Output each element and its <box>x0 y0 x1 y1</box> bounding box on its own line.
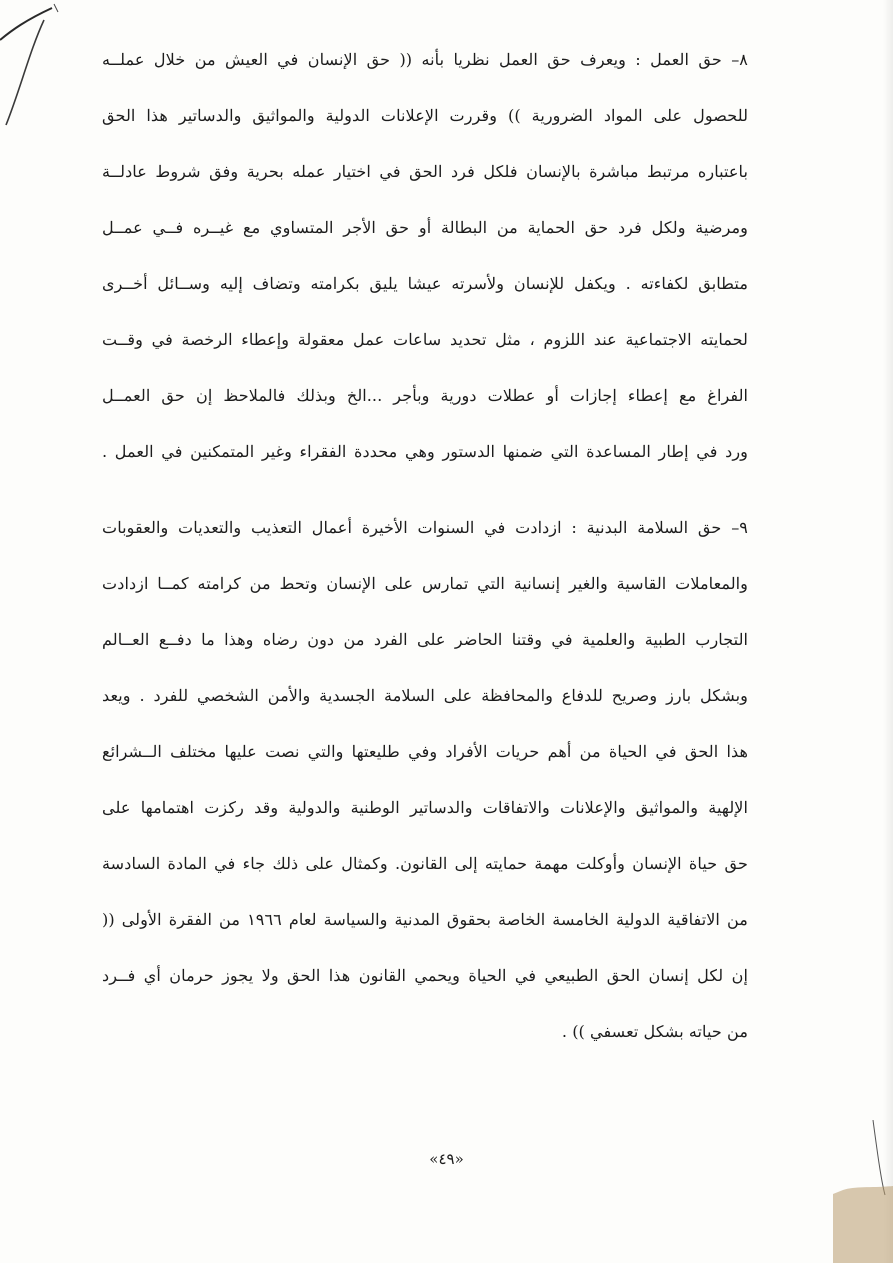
text-line: متطابق لكفاءته . ويكفل للإنسان ولأسرته عيشا يليق بكرامته وتضاف إليه وســائل أخــرى <box>102 274 748 293</box>
section-right-to-work <box>102 38 748 486</box>
text-line: التجارب الطبية والعلمية في وقتنا الحاضر على الفرد من دون رضاه وهذا ما دفــع العــالم <box>102 630 748 649</box>
text-line: الإلهية والمواثيق والإعلانات والاتفاقات والدساتير الوطنية والدولية وقد ركزت اهتمامها على <box>102 798 748 817</box>
text-line: والمعاملات القاسية والغير إنسانية التي تمارس على الإنسان وتحط من كرامته كمــا ازدادت <box>102 574 748 593</box>
text-line: باعتباره مرتبط مباشرة بالإنسان فلكل فرد الحق في اختيار عمله بحرية وفق شروط عادلــة <box>102 162 748 181</box>
scan-edge-mark-top-left <box>0 0 60 130</box>
text-line: حق حياة الإنسان وأوكلت مهمة حمايته إلى القانون. وكمثال على ذلك جاء في المادة السادسة <box>102 854 748 873</box>
text-line: ٩– حق السلامة البدنية : ازدادت في السنوات الأخيرة أعمال التعذيب والتعديات والعقوبات <box>102 518 748 537</box>
paragraph-gap <box>102 486 748 506</box>
text-line: لحمايته الاجتماعية عند اللزوم ، مثل تحديد ساعات عمل معقولة وإعطاء الرخصة في وقــت <box>102 330 748 349</box>
paper-edge-shadow <box>883 0 893 1263</box>
text-line: ورد في إطار المساعدة التي ضمنها الدستور وهي محددة الفقراء وغير المتمكنين في العمل . <box>102 442 748 461</box>
text-line: إن لكل إنسان الحق الطبيعي في الحياة ويحمي القانون هذا الحق ولا يجوز حرمان أي فــرد <box>102 966 748 985</box>
text-line: من حياته بشكل تعسفي )) . <box>561 1022 748 1041</box>
text-line: الفراغ مع إعطاء إجازات أو عطلات دورية وبأجر ...الخ وبذلك فالملاحظ إن حق العمــل <box>102 386 748 405</box>
page-number: «٤٩» <box>429 1150 464 1168</box>
text-line: ومرضية ولكل فرد حق الحماية من البطالة أو حق الأجر المتساوي مع غيــره فــي عمــل <box>102 218 748 237</box>
text-line: من الاتفاقية الدولية الخامسة الخاصة بحقوق المدنية والسياسة لعام ١٩٦٦ من الفقرة الأولى (( <box>102 910 748 929</box>
scan-edge-mark-bottom-right <box>833 1120 893 1263</box>
text-line: ٨– حق العمل : ويعرف حق العمل نظريا بأنه (( حق الإنسان في العيش من خلال عملــه <box>102 50 748 69</box>
text-line: وبشكل بارز وصريح للدفاع والمحافظة على السلامة الجسدية والأمن الشخصي للفرد . ويعد <box>102 686 748 705</box>
text-line: للحصول على المواد الضرورية )) وقررت الإعلانات الدولية والمواثيق والدساتير هذا الحق <box>102 106 748 125</box>
document-body <box>102 38 748 1066</box>
section-right-to-bodily-safety <box>102 506 748 1066</box>
text-line: هذا الحق في الحياة من أهم حريات الأفراد وفي طليعتها والتي نصت عليها مختلف الــشرائع <box>102 742 748 761</box>
